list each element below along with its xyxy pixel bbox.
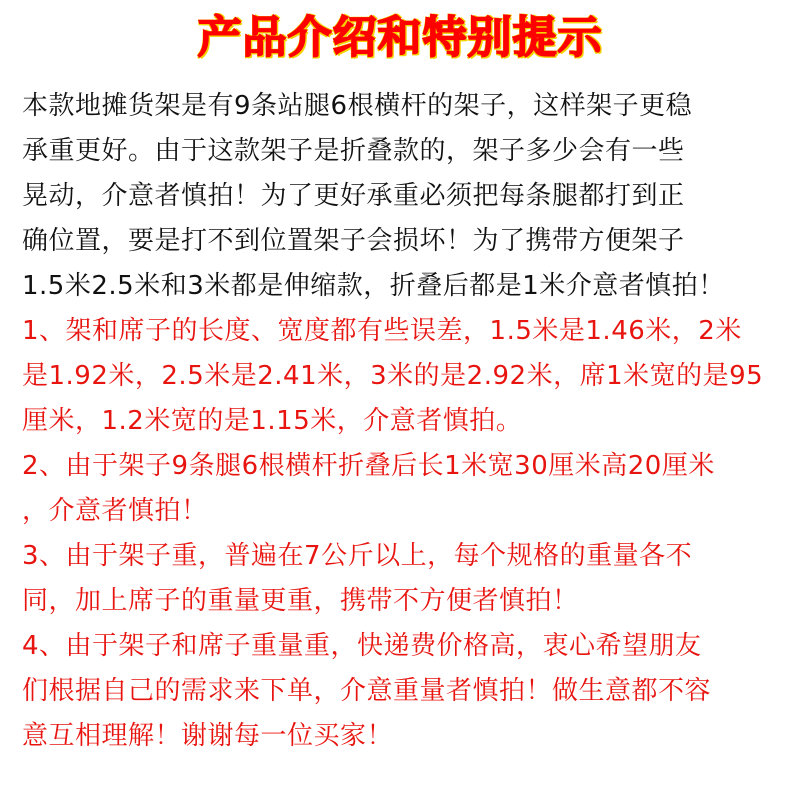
intro-line: 1.5米2.5米和3米都是伸缩款，折叠后都是1米介意者慎拍！ (22, 271, 725, 301)
intro-line: 晃动，介意者慎拍！为了更好承重必须把每条腿都打到正 (22, 181, 685, 211)
notes-list (22, 309, 798, 759)
intro-line: 承重更好。由于这款架子是折叠款的，架子多少会有一些 (22, 136, 685, 166)
note-line: 4、由于架子和席子重量重，快递费价格高，衷心希望朋友 (22, 631, 702, 661)
note-line: ，介意者慎拍！ (22, 496, 208, 526)
note-line: 同，加上席子的重量更重，携带不方便者慎拍！ (22, 586, 579, 616)
note-line: 1、架和席子的长度、宽度都有些误差，1.5米是1.46米，2米 (22, 316, 742, 346)
note-line: 2、由于架子9条腿6根横杆折叠后长1米宽30厘米高20厘米 (22, 451, 715, 481)
note-line: 3、由于架子重，普遍在7公斤以上，每个规格的重量各不 (22, 541, 693, 571)
note-line: 们根据自己的需求来下单，介意重量者慎拍！做生意都不容 (22, 676, 712, 706)
page-title: 产品介绍和特别提示 (197, 12, 603, 63)
intro-paragraph (22, 84, 798, 309)
intro-line: 本款地摊货架是有9条站腿6根横杆的架子，这样架子更稳 (22, 91, 693, 121)
note-line: 意互相理解！谢谢每一位买家！ (22, 721, 394, 751)
intro-line: 确位置，要是打不到位置架子会损坏！为了携带方便架子 (22, 226, 685, 256)
note-line: 厘米，1.2米宽的是1.15米，介意者慎拍。 (22, 406, 523, 436)
note-line: 是1.92米，2.5米是2.41米，3米的是2.92米，席1米宽的是95 (22, 361, 764, 391)
notice-body (22, 84, 798, 759)
